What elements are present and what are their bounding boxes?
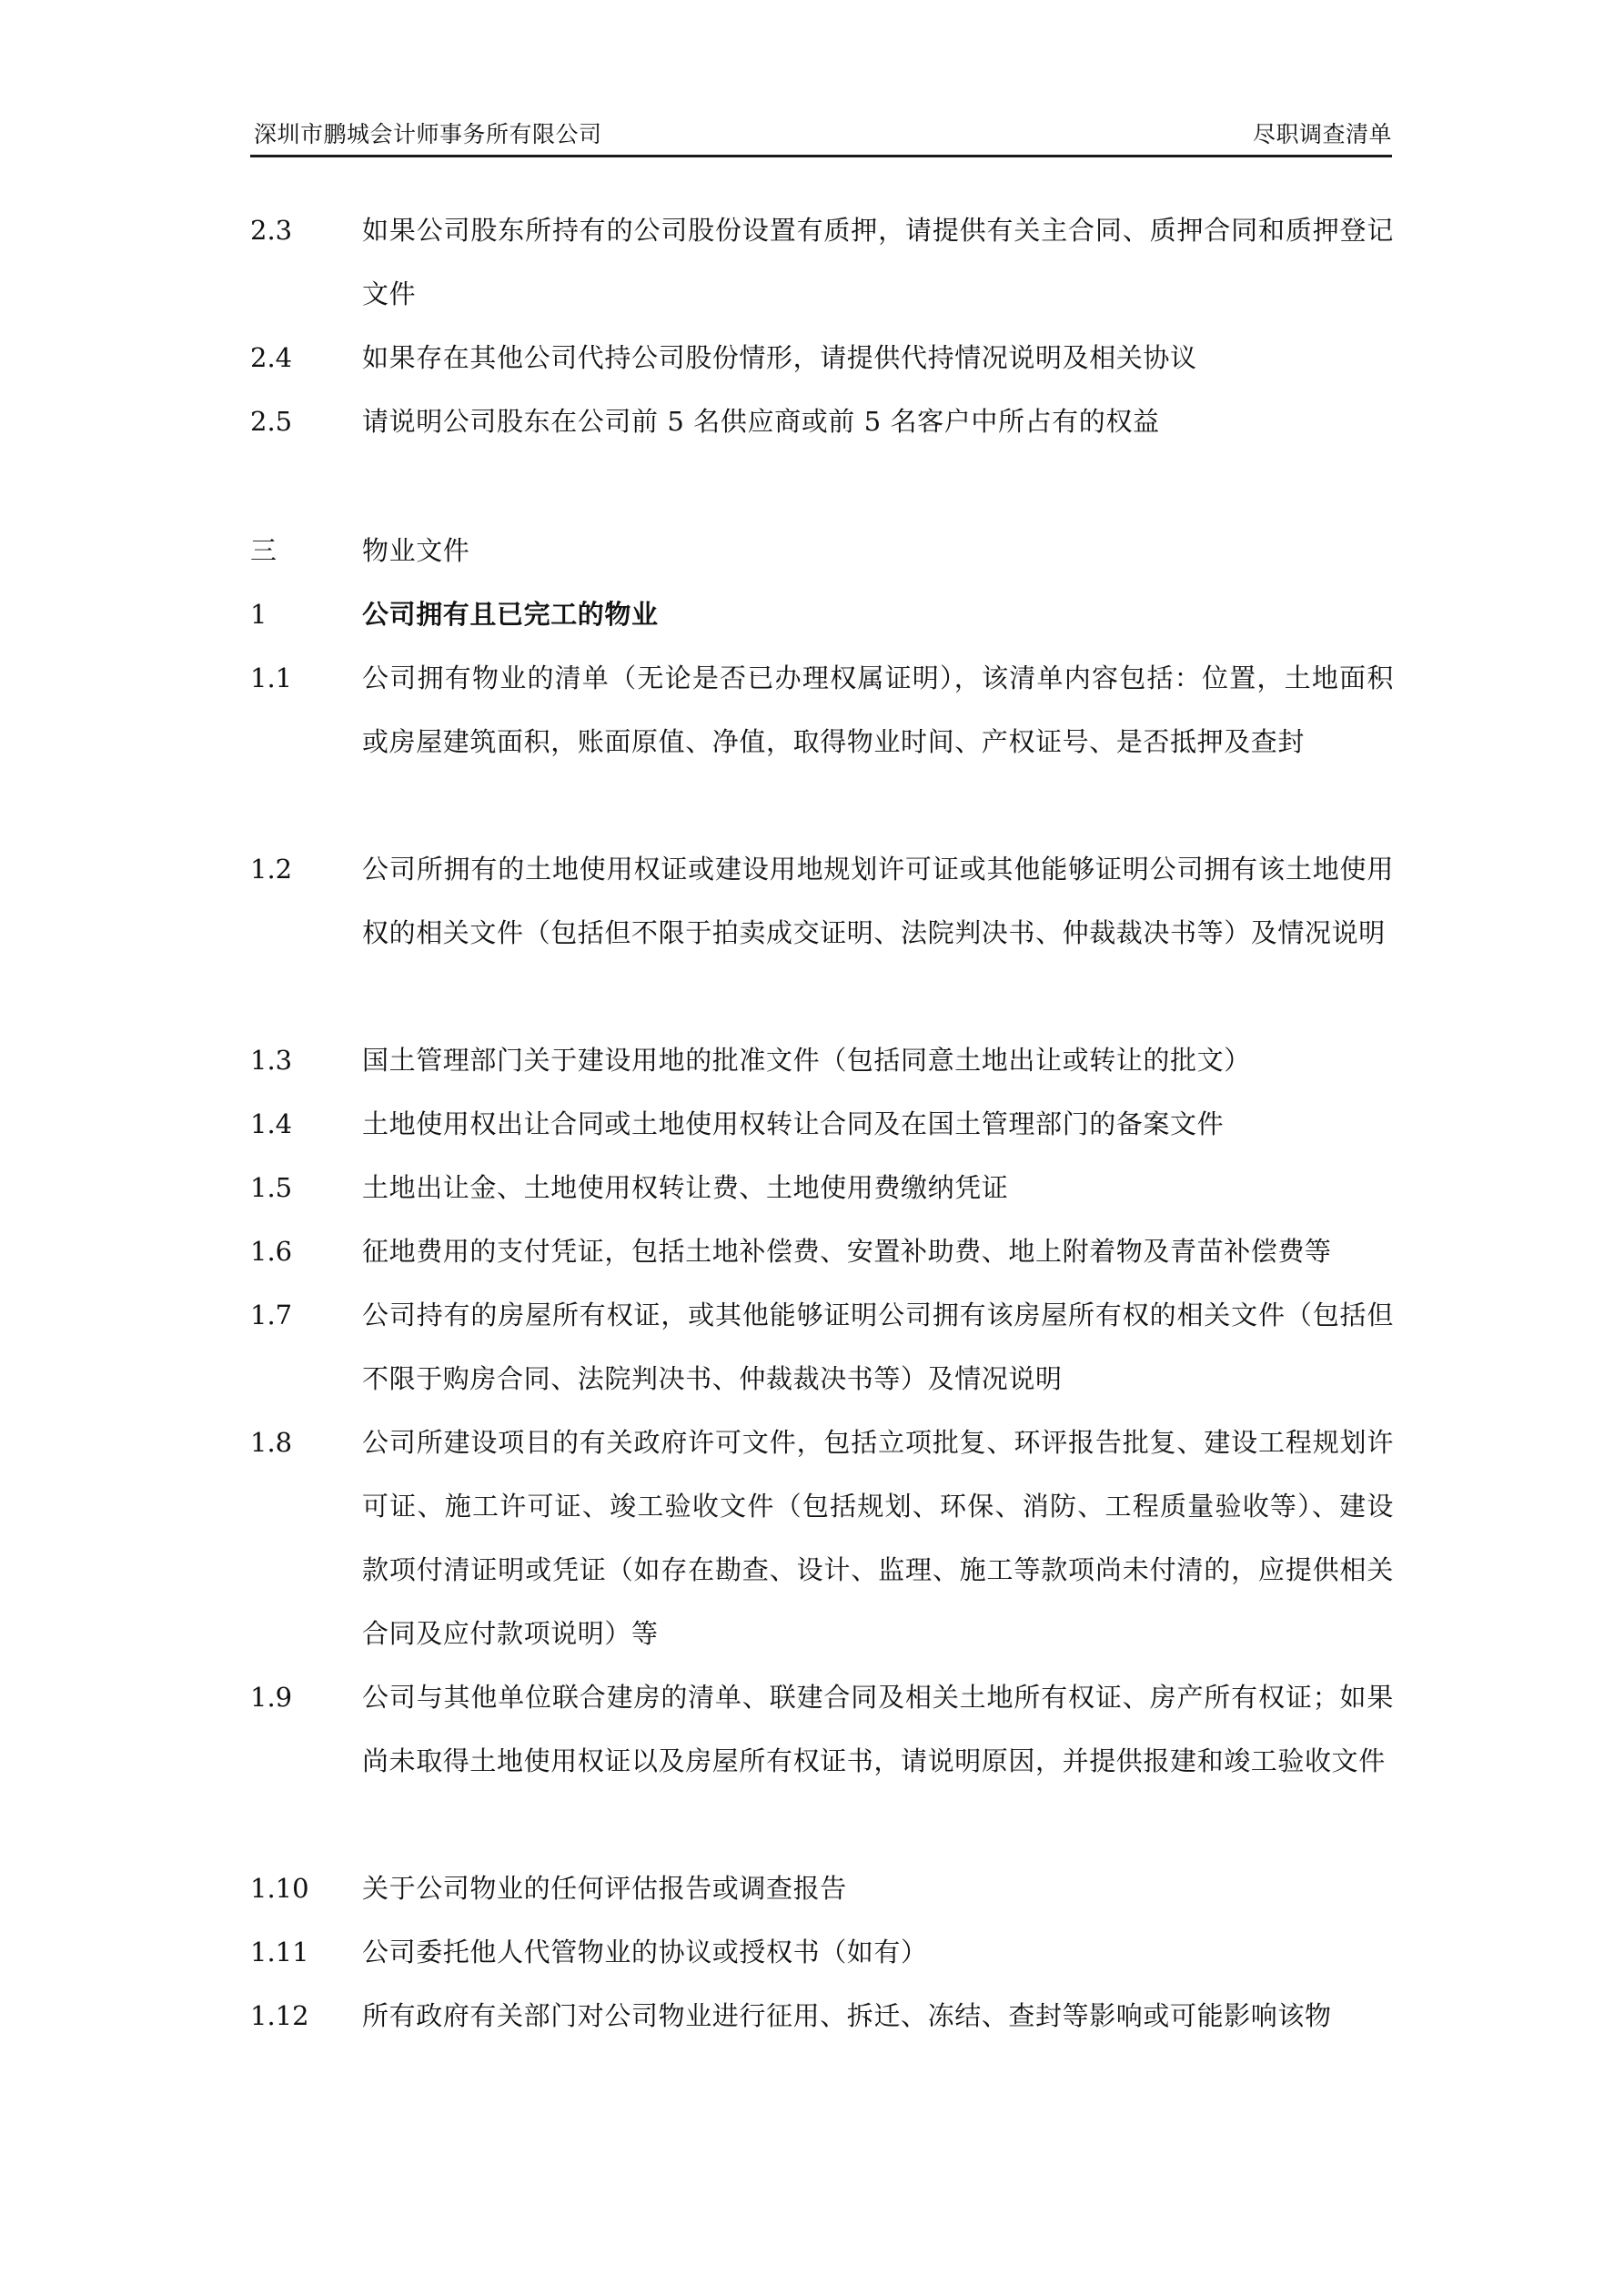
header-document-title: 尽职调查清单 bbox=[1252, 121, 1392, 147]
page-header bbox=[250, 113, 1392, 157]
checklist-item-1-2 bbox=[250, 837, 1397, 965]
item-text: 征地费用的支付凭证，包括土地补偿费、安置补助费、地上附着物及青苗补偿费等 bbox=[362, 1236, 1332, 1267]
item-number: 1.9 bbox=[250, 1682, 293, 1713]
item-number: 1.11 bbox=[250, 1937, 309, 1967]
checklist-item-1-6 bbox=[250, 1219, 1397, 1283]
subsection-number: 1 bbox=[250, 599, 267, 630]
item-number: 1.4 bbox=[250, 1108, 293, 1139]
item-text: 所有政府有关部门对公司物业进行征用、拆迁、冻结、查封等影响或可能影响该物 bbox=[362, 2000, 1332, 2031]
item-number: 2.3 bbox=[250, 215, 293, 246]
checklist-item-1-12 bbox=[250, 1984, 1397, 2048]
item-number: 1.2 bbox=[250, 854, 293, 885]
section-heading-3 bbox=[250, 519, 1397, 582]
section-number: 三 bbox=[250, 535, 277, 566]
checklist-item-1-7 bbox=[250, 1283, 1397, 1411]
item-number: 1.8 bbox=[250, 1427, 293, 1458]
checklist-item-2-3 bbox=[250, 198, 1397, 326]
item-number: 1.5 bbox=[250, 1172, 293, 1203]
item-number: 1.12 bbox=[250, 2000, 309, 2031]
checklist-item-1-1 bbox=[250, 646, 1397, 774]
checklist-item-2-4 bbox=[250, 326, 1397, 389]
item-text: 土地使用权出让合同或土地使用权转让合同及在国土管理部门的备案文件 bbox=[362, 1108, 1225, 1139]
item-text: 公司持有的房屋所有权证，或其他能够证明公司拥有该房屋所有权的相关文件（包括但不限于购房合同、法院判决书、仲裁裁决书等）及情况说明 bbox=[362, 1300, 1394, 1394]
item-text: 请说明公司股东在公司前 5 名供应商或前 5 名客户中所占有的权益 bbox=[362, 406, 1160, 437]
item-number: 1.3 bbox=[250, 1045, 293, 1076]
item-number: 1.6 bbox=[250, 1236, 293, 1267]
item-number: 1.10 bbox=[250, 1873, 309, 1904]
item-text: 公司拥有物业的清单（无论是否已办理权属证明），该清单内容包括：位置，土地面积或房屋建筑面积，账面原值、净值，取得物业时间、产权证号、是否抵押及查封 bbox=[362, 663, 1394, 757]
checklist-item-1-3 bbox=[250, 1028, 1397, 1092]
item-text: 土地出让金、土地使用权转让费、土地使用费缴纳凭证 bbox=[362, 1172, 1009, 1203]
checklist-item-2-5 bbox=[250, 389, 1397, 453]
item-number: 1.1 bbox=[250, 663, 293, 693]
subsection-heading-1 bbox=[250, 582, 1397, 646]
item-number: 2.4 bbox=[250, 342, 293, 373]
checklist-item-1-10 bbox=[250, 1856, 1397, 1920]
item-text: 公司所建设项目的有关政府许可文件，包括立项批复、环评报告批复、建设工程规划许可证、施工许可证、竣工验收文件（包括规划、环保、消防、工程质量验收等）、建设款项付清证明或凭证（如存在勘查、设计、监理、施工等款项尚未付清的，应提供相关合同及应付款项说明）等 bbox=[362, 1427, 1394, 1649]
item-text: 公司所拥有的土地使用权证或建设用地规划许可证或其他能够证明公司拥有该土地使用权的相关文件（包括但不限于拍卖成交证明、法院判决书、仲裁裁决书等）及情况说明 bbox=[362, 854, 1394, 948]
item-text: 如果公司股东所持有的公司股份设置有质押，请提供有关主合同、质押合同和质押登记文件 bbox=[362, 215, 1394, 309]
item-number: 2.5 bbox=[250, 406, 293, 437]
subsection-title: 公司拥有且已完工的物业 bbox=[362, 599, 659, 630]
checklist-item-1-8 bbox=[250, 1411, 1397, 1665]
checklist-item-1-5 bbox=[250, 1156, 1397, 1219]
item-text: 如果存在其他公司代持公司股份情形，请提供代持情况说明及相关协议 bbox=[362, 342, 1197, 373]
checklist-item-1-9 bbox=[250, 1665, 1397, 1793]
item-number: 1.7 bbox=[250, 1300, 293, 1330]
header-company-name: 深圳市鹏城会计师事务所有限公司 bbox=[254, 121, 602, 147]
section-title: 物业文件 bbox=[362, 535, 470, 566]
checklist-item-1-4 bbox=[250, 1092, 1397, 1156]
checklist-item-1-11 bbox=[250, 1920, 1397, 1984]
item-text: 关于公司物业的任何评估报告或调查报告 bbox=[362, 1873, 847, 1904]
item-text: 国土管理部门关于建设用地的批准文件（包括同意土地出让或转让的批文） bbox=[362, 1045, 1251, 1076]
item-text: 公司委托他人代管物业的协议或授权书（如有） bbox=[362, 1937, 928, 1967]
item-text: 公司与其他单位联合建房的清单、联建合同及相关土地所有权证、房产所有权证；如果尚未取得土地使用权证以及房屋所有权证书，请说明原因，并提供报建和竣工验收文件 bbox=[362, 1682, 1394, 1776]
